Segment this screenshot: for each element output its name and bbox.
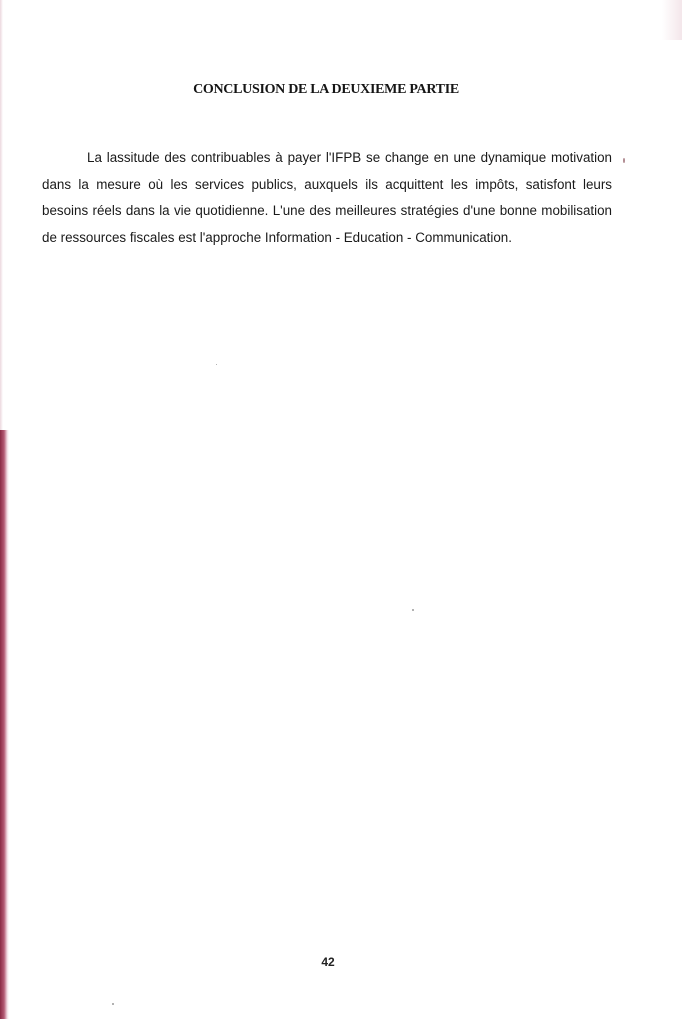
scan-speck bbox=[412, 609, 414, 611]
scan-binding-shadow bbox=[0, 430, 9, 1019]
scan-speck bbox=[216, 364, 217, 365]
scan-speck bbox=[623, 158, 625, 163]
scan-corner-tint bbox=[662, 0, 682, 40]
page-number: 42 bbox=[321, 955, 335, 969]
scan-speck bbox=[112, 1003, 114, 1005]
scan-binding-shadow-top bbox=[0, 0, 3, 430]
body-paragraph: La lassitude des contribuables à payer l'IFPB se change en une dynamique motivation dans la mesure où les services publics, auxquels ils acquittent les impôts, satisfont leurs besoins réels dans la vie quotidienne. L'une des meilleures stratégies d'une bonne mobilisation de ressources fiscales est l'approche Information - Education - Communication. bbox=[42, 150, 612, 245]
page-title: CONCLUSION DE LA DEUXIEME PARTIE bbox=[193, 82, 459, 98]
